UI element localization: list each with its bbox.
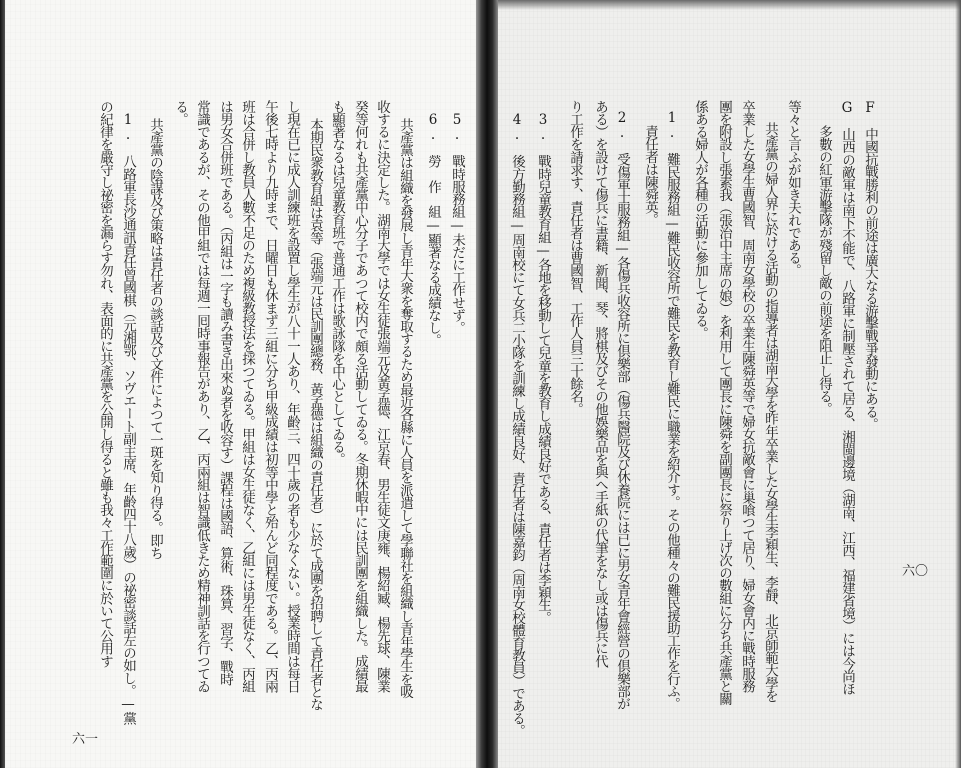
page-edge-left (0, 0, 5, 768)
text-line: の紀律を嚴守し祕密を漏らす勿れ、表面的に共產黨を公開し得ると雖も我々工作範圍に於いて公用す (97, 100, 113, 668)
text-line: 係ある婦人が各種の活動に參加してゐる。 (692, 100, 708, 340)
text-line: G 山西の敵軍は南下不能で、八路軍に制壓されて居る、湘閩邊境（湖南、江西、福建省境）には今尚ほ (839, 100, 855, 695)
text-line: 6. 勞 作 組—顯著なる成績なし。 (425, 112, 441, 347)
text-line: る。 (172, 100, 188, 126)
text-line: 共產黨は組織を發展し青年大衆を奪取するため最近各縣に人員を派遣して學聯社を組織し青年學生を吸 (397, 118, 413, 698)
text-line: 團を附設し張素我（張治中主席の娘）を利用して團長に陳舜を副團長に祭り上げ次の數組に分ち共產黨と關 (716, 100, 732, 705)
text-line: 班は合併し教員人數不足のため複級教授法を採つてゐる。甲組は女生徒なく、乙組には男生徒なく、丙組 (239, 100, 255, 693)
text-line: 4. 後方勤務組—周南校にて女兵二小隊を訓練し成績良好、責任者は陳嘉鈞（周南女校體育教員）である。 (509, 112, 525, 737)
text-line: 責任者は陳舜英。 (642, 125, 658, 226)
text-line: 午後七時より九時まで、日曜日も休まず三組に分ち甲級成績は初等中學と殆んど同程度である。乙、丙兩 (262, 100, 278, 693)
page-edge-top (497, 0, 961, 10)
text-line: 共產黨の陰謀及び策略は責任者の談話及び文件によつて一斑を知り得る。即ち (147, 118, 163, 560)
text-line: 5. 戰時服務組—未だに工作せず。 (449, 112, 465, 334)
text-line: 癸等何れも共產黨中心分子であつて校内で頗る活動してゐる。冬期休暇中には民訓團を組織した。成績最 (352, 100, 368, 693)
text-line: 2. 受傷軍士服務組—各傷兵收容所に倶樂部（傷兵醫院及び休養院には已に男女青年會經營の倶樂部が (614, 110, 630, 710)
text-line: し現在已に成人訓練班を設置し學生が八十一人あり、年齡三、四十歲の者も少なくない。授業時間は每日 (284, 100, 300, 693)
text-line: は男女合併班である。（丙組は一字も讀み書き出來ぬ者を收容す）課程は國語、算術、珠算、習字、戰時 (217, 100, 233, 686)
text-line: 常識であるが、その他甲組では每週一囘時事報告があり、乙、丙兩組は智識低きため精神訓話を行つてゐ (194, 100, 210, 693)
text-line: F 中國抗戰勝利の前途は廣大なる游擊戰爭發動にある。 (862, 100, 878, 431)
book-gutter (476, 0, 498, 768)
text-line: 本期民衆教育組は袁等（張端元は民訓團總務、黃孟德は組織の責任者）に於て成團を招聘して責任者とな (307, 118, 323, 711)
text-line: 多數の紅軍游擊隊が殘留し敵の前途を阻止し得る。 (816, 125, 832, 415)
text-line: り工作を請求す、責任者は曹國智、工作人員三十餘名。 (567, 100, 583, 416)
page-number-right: 六〇 (902, 564, 929, 579)
page-number-left: 六一 (72, 732, 99, 747)
text-line: ある）を設けて傷兵に書籍、新聞、琴、將棋及びその他娛樂品を與へ手紙の代筆をなし或は傷兵に代 (592, 100, 608, 668)
text-line: 等々と言ふが如き夫れである。 (785, 100, 801, 277)
text-line: 1. 八路軍長沙通訊責任曾國棋（元湘鄂、ソヴエート副主席、年齡四十八歲）の祕密談話左の如し。—黨 (120, 112, 136, 725)
text-line: 收するに決定した。湖南大學では女生徒張端元及黃孟德、江京春、男生徒文庚雍、楊紹臧、楊先球、陳業 (374, 100, 390, 693)
text-line: 1. 難民服務組—難民收容所で難民を教育し難民に職業を紹介す。その他種々の難民援助工作を行ふ。 (664, 110, 680, 710)
page-edge-right (955, 0, 961, 768)
text-line: 卒業した女學生曹國智、周南女學校の卒業生陳舜英等で婦女抗敵會に巢喰つて居り、婦女會内に戰時服務 (739, 100, 755, 693)
text-line: も顯著なるは兒童教育班で普通工作は歌詠隊を中心としてゐる。 (329, 100, 345, 466)
text-line: 3. 戰時兒童教育組—各地を移動して兒童を教育し成績良好である、責任者は李穎生。 (535, 112, 551, 624)
text-line: 共產黨の婦人界に於ける活動の指導者は湖南大學を昨年卒業した女學生李穎生、李靜、北京師範大學を (762, 122, 778, 702)
